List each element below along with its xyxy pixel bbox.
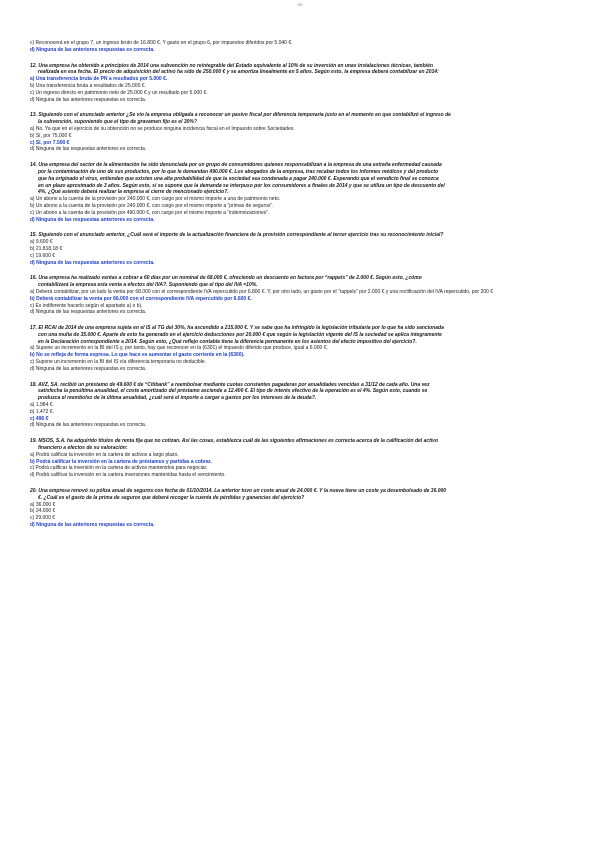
answer-option: b) 1.472 €.: [30, 408, 54, 415]
answer-option: b) Sí, por 75.000 €: [30, 132, 72, 139]
correct-answer-option: b) No se refleja de forma expresa. Lo que hace es aumentar el gasto corriente en la (6300).: [30, 352, 245, 359]
question-line: 18. AVZ, SA. recibió un préstamo de 49.600 € de “Citibank” a reembolsar mediante cuotas constantes pagaderas por anualidades vencidas a 31/12 de cada año. Una vez: [30, 381, 430, 388]
correct-answer-option: c) 496 €: [30, 415, 49, 422]
lead-options: [30, 40, 570, 54]
answer-option: c) Es indiferente hacerlo según el apartado a) o b).: [30, 302, 143, 309]
answer-option: d) Podrá calificar la inversión en la cartera inversiones mantenidas hasta el vencimiento.: [30, 472, 226, 479]
question-text: [30, 63, 570, 77]
question-line: satisfecha la penúltima anualidad, el coste amortizado del préstamo asciende a 12.400 €. El tipo de interés efectivo de la operación es el 4%. Según esto, cuando se: [38, 388, 428, 395]
question-text: [30, 112, 570, 126]
question-line: realizada en esa fecha. El precio de adquisición del activo ha sido de 250.000 € y se amortiza linealmente en 5 años. Según esto, la empresa deberá contabilizar en 2014:: [38, 69, 439, 76]
answer-option: a) No. Ya que en el ejercicio de su obtención no se produce ninguna incidencia fiscal en el Impuesto sobre Sociedades.: [30, 125, 295, 132]
answer-option: a) Supone un incremento en la BI del IS y, por tanto, hay que reconocer en la (6301) el impuesto diferido que produce, igual a 6.000 €.: [30, 345, 328, 352]
question-line: 17. El RCAI de 2014 de una empresa sujeta en el IS al TG del 30%, ha ascendido a 215.000 €. Y se sabe que ha infringido la legislación tributaria por lo que ha sido sancionada: [30, 325, 444, 332]
answer-option: c) Podrá calificar la inversión en la cartera de activos mantenidos para negociar.: [30, 465, 208, 472]
answer-option: a) 1.984 €.: [30, 402, 54, 409]
question-line: produzca el reembolso de la última anualidad, ¿cuál será el importe a cargar a gastos por los intereses de la deuda?.: [38, 395, 317, 402]
correct-answer-option: d) Ninguna de las anteriores respuestas es correcta.: [30, 522, 155, 529]
question-text: [30, 275, 570, 289]
answer-option: d) Ninguna de las anteriores respuestas es correcta.: [30, 96, 147, 103]
answer-option: c) Un ingreso directo en patrimonio neto de 25.000 € y un resultado por 5.000 €.: [30, 89, 208, 96]
question-block: [30, 275, 570, 316]
question-block: [30, 488, 570, 529]
question-block: [30, 325, 570, 373]
question-line: 12. Una empresa ha obtenido a principios de 2014 una subvención no reintegrable del Estado equivalente al 10% de su inversión en unas instalaciones técnicas, también: [30, 62, 433, 69]
answer-option: a) Un abono a la cuenta de la provisión por 240.000 €, con cargo por el mismo importe a una de patrimonio neto.: [30, 196, 281, 203]
question-line: 16. Una empresa ha realizado ventas a cobrar a 60 días por un nominal de 68.000 €, ofreciendo un descuento en factura por “rappels” de 2.000 €. Según esto, ¿cómo: [30, 275, 422, 282]
question-line: que ha originado el virus, entienden que existen una alta probabilidad de que la sociedad sea condenada a pagar 240.000 €. Esperando que el veredicto final se conozca: [38, 175, 439, 182]
answer-option: b) 21.818,18 €: [30, 245, 63, 252]
answer-option: b) Un abono a la cuenta de la provisión por 240.000 €, con cargo por el mismo importe a “primas de seguros”.: [30, 202, 274, 209]
correct-answer-option: d) Ninguna de las respuestas anteriores es correcta.: [30, 216, 155, 223]
answer-option: a) Deberá contabilizar, por un lado la venta por 68.000 con el correspondiente IVA repercutido por 6.800 €. Y, por otro lado, un gasto por el “rappels” por 2.000 € y una rectificación del IVA repercutido, por 200 €: [30, 288, 493, 295]
question-line: €. ¿Cuál es el gasto de la prima de seguros que deberá recoger la cuenta de pérdidas y ganancias del ejercicio?: [38, 494, 305, 501]
question-text: [30, 232, 570, 239]
question-line: por la contaminación de uno de sus productos, por lo que le demandan 490.000 €. Los abogados de la empresa, tras recabar todos los informes médicos y del producto: [38, 168, 439, 175]
question-block: [30, 438, 570, 479]
answer-option: c) 29.000 €: [30, 515, 56, 522]
question-line: 14. Una empresa del sector de la alimentación ha sido denunciada por un grupo de consumidores quienes responsabilizan a la empresa de una extraña enfermedad causada: [30, 162, 442, 169]
correct-answer-option: d) Ninguna de las respuestas anteriores es correcta.: [30, 259, 155, 266]
answer-option: b) Una transferencia bruta a resultados de 25.000 €.: [30, 82, 146, 89]
answer-option: a) Podrá calificar la inversión en la cartera de activos a largo plazo.: [30, 451, 179, 458]
question-text: [30, 325, 570, 345]
question-line: contabilizará la empresa esta venta a efectos del IVA?. Suponiendo que el tipo del IVA =10%.: [38, 282, 258, 289]
question-line: 13. Siguiendo con el enunciado anterior ¿Se vio la empresa obligada a reconocer un pasivo fiscal por diferencia temporaria justo en el momento en que contabilizó el ingreso de: [30, 112, 451, 119]
page-number: nn: [297, 2, 303, 7]
question-text: [30, 162, 570, 196]
answer-option: c) Supone un incremento en la BI del IS vía diferencia temporaria no deducible.: [30, 359, 206, 366]
correct-answer-option: b) Deberá contabilizar la venta por 66.000 con el correspondiente IVA repercutido por 6.600 €.: [30, 295, 252, 302]
correct-answer-option: b) Podrá calificar la inversión en la cartera de préstamos y partidas a cobrar.: [30, 458, 212, 465]
question-line: con una multa de 35.000 €. Aparte de esto ha generado en el ejercicio deducciones por 20.000 € que según la legislación vigente del IS la sociedad se aplica íntegramente: [38, 331, 442, 338]
answer-option: b) 24.000 €: [30, 508, 56, 515]
question-block: [30, 382, 570, 430]
question-line: 20. Una empresa renovó su póliza anual de seguros con fecha de 01/10/2014. La anterior tuvo un coste anual de 24.000 €. Y la nueva tiene un coste ya desembolsado de 36.000: [30, 488, 447, 495]
answer-option: a) 9.600 €: [30, 239, 53, 246]
answer-option: d) Ninguna de las respuestas anteriores es correcta.: [30, 146, 147, 153]
document-body: [30, 40, 570, 529]
question-text: [30, 488, 570, 502]
question-line: en un plazo aproximado de 3 años. Según esto, si se supone que la demanda se interpuso por los consumidores a finales de 2014 y que se utiliza un tipo de descuento del: [38, 182, 445, 189]
question-text: [30, 382, 570, 402]
answer-option: d) Ninguna de las respuestas anteriores es correcta.: [30, 309, 147, 316]
question-block: [30, 63, 570, 104]
question-block: [30, 232, 570, 266]
answer-option: a) 36.000 €: [30, 501, 56, 508]
question-line: financiero a efectos de su valoración:: [38, 445, 128, 452]
correct-answer-option: c) Sí, por 7.500 €: [30, 139, 70, 146]
question-list: [30, 63, 570, 529]
correct-answer-option: a) Una transferencia bruta de PN a resultados por 5.000 €.: [30, 76, 168, 83]
answer-option: d) Ninguna de las anteriores respuestas es correcta.: [30, 422, 147, 429]
question-block: [30, 112, 570, 153]
question-line: la subvención, suponiendo que el tipo de gravamen fijo es el 30%?: [38, 119, 197, 126]
question-text: [30, 438, 570, 452]
answer-option: c) 19.600 €: [30, 252, 56, 259]
question-line: 19. MSOS, S.A. ha adquirido títulos de renta fija que no cotizan. Así las cosas, establezca cuál de las siguientes afirmaciones es correcta acerca de la calificación del activo: [30, 438, 439, 445]
question-line: en la Declaración correspondiente a 2014. Según esto, ¿Qué reflejo contable tiene la diferencia permanente en los asientos del efecto impositivo del ejercicio?.: [38, 338, 417, 345]
correct-answer-option: d) Ninguna de las anteriores respuestas es correcta.: [30, 46, 155, 53]
question-line: 4%, ¿Qué asiento deberá realizar la empresa al cierre de mencionado ejercicio?.: [38, 189, 229, 196]
answer-option: d) Ninguna de las anteriores respuestas es correcta.: [30, 365, 147, 372]
answer-option: c) Reconocerá en el grupo 7, un ingreso bruto de 16.800 €. Y gasto en el grupo 6, por impuestos diferidos por 5.040 €.: [30, 40, 293, 46]
question-line: 15. Siguiendo con el enunciado anterior, ¿Cuál será el importe de la actualización financiera de la provisión correspondiente al tercer ejercicio tras su reconocimiento inicial?: [30, 232, 444, 239]
answer-option: c) Un abono a la cuenta de la provisión por 490.000 €, con cargo por el mismo importe a “indemnizaciones”.: [30, 209, 270, 216]
question-block: [30, 162, 570, 223]
